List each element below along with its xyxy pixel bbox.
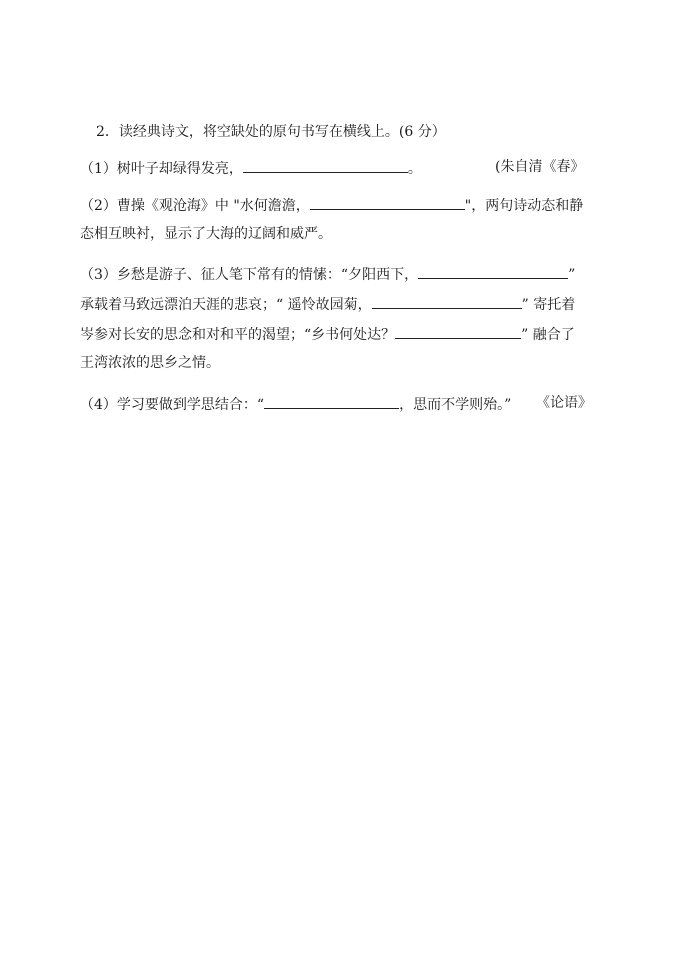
item-3-line-1-suffix: ” — [568, 267, 576, 283]
item-1-source-text: (朱自清《春》 — [495, 159, 585, 175]
item-4-source-text: 《论语》 — [536, 395, 592, 411]
item-3-line-1 — [80, 264, 575, 284]
item-3-line-1-prefix: （3）乡愁是游子、征人笔下常有的情愫：“夕阳西下， — [80, 267, 419, 283]
item-3-line-3-prefix: 岑参对长安的思念和对和平的渴望；“乡书何处达？ — [80, 327, 396, 343]
item-1-answer-blank[interactable] — [243, 158, 408, 173]
item-2-prefix: （2）曹操《观沧海》中 "水何澹澹， — [80, 198, 310, 214]
item-3-line-4 — [80, 354, 220, 372]
item-1-source — [495, 158, 584, 176]
item-3-answer-blank-3[interactable] — [395, 324, 521, 339]
item-1 — [80, 158, 422, 178]
question-heading — [96, 123, 446, 141]
item-3-answer-blank-1[interactable] — [418, 264, 568, 279]
item-4-source — [536, 394, 592, 412]
item-4 — [80, 394, 511, 414]
item-2-suffix: "，两句诗动态和静 — [464, 198, 584, 214]
item-2-answer-blank[interactable] — [310, 195, 465, 210]
item-3-line-2-suffix: ” 寄托着 — [521, 297, 576, 313]
item-1-suffix: 。 — [407, 161, 422, 177]
item-1-prefix: （1）树叶子却绿得发亮， — [80, 161, 243, 177]
item-3-line-2-prefix: 承载着马致远漂泊天涯的悲哀；“ 遥怜故园菊， — [80, 297, 372, 313]
item-3-line-2 — [80, 294, 575, 314]
item-2-line-2-text: 态相互映衬，显示了大海的辽阔和威严。 — [80, 226, 332, 242]
item-3-answer-blank-2[interactable] — [372, 294, 522, 309]
heading-text: 2．读经典诗文，将空缺处的原句书写在横线上。(6 分） — [96, 124, 446, 140]
item-4-prefix: （4）学习要做到学思结合：“ — [80, 397, 265, 413]
item-2-line-2 — [80, 225, 332, 243]
item-3-line-3 — [80, 324, 575, 344]
item-4-suffix: ，思而不学则殆。” — [399, 397, 512, 413]
item-3-line-3-suffix: ” 融合了 — [521, 327, 575, 343]
item-2-line-1 — [80, 195, 583, 215]
item-4-answer-blank[interactable] — [264, 394, 399, 409]
item-3-line-4-text: 王湾浓浓的思乡之情。 — [80, 355, 220, 371]
